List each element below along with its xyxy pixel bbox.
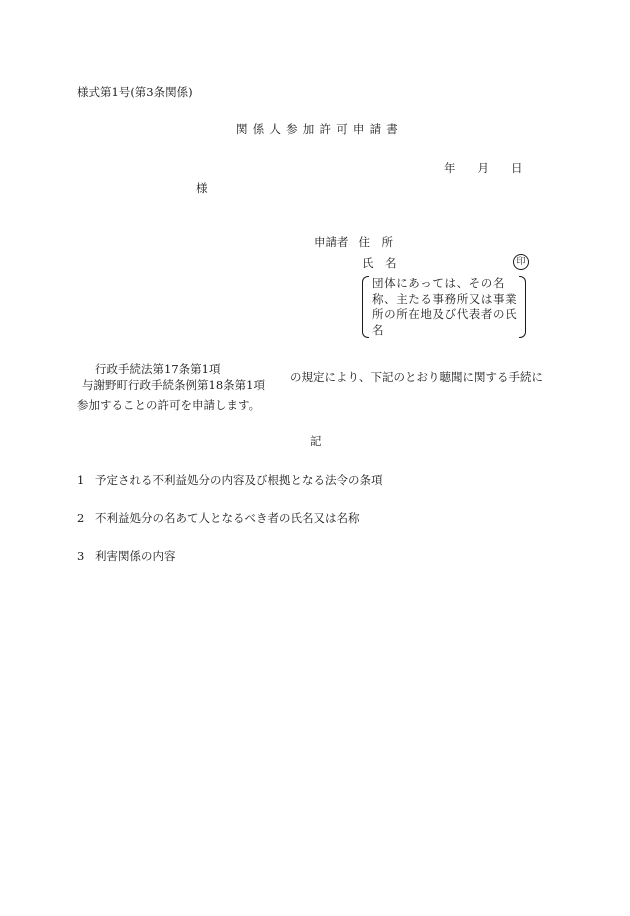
organization-note-text: 団体にあっては、その名称、主たる事務所又は事業所の所在地及び代表者の氏名 — [372, 276, 518, 337]
body-line-1: の規定により、下記のとおり聴聞に関する手続に — [290, 370, 543, 384]
document-title: 関係人参加許可申請書 — [236, 122, 403, 136]
seal-mark: 印 — [513, 254, 529, 270]
body-line-2: 参加することの許可を申請します。 — [77, 398, 261, 412]
item-number: 3 — [77, 549, 85, 563]
name-label: 氏 名 — [362, 256, 397, 270]
form-number: 様式第1号(第3条関係) — [77, 85, 193, 99]
applicant-label: 申請者 — [314, 235, 349, 249]
law-reference-2: 与謝野町行政手続条例第18条第1項 — [82, 378, 265, 392]
addressee-suffix: 様 — [196, 181, 208, 195]
left-bracket — [362, 276, 369, 338]
date-year: 年 — [444, 161, 456, 175]
applicant-address-row — [314, 234, 393, 250]
list-item — [77, 472, 383, 488]
law-reference-1: 行政手続法第17条第1項 — [95, 362, 221, 376]
list-item — [77, 510, 360, 526]
item-number: 2 — [77, 511, 85, 525]
address-label: 住 所 — [358, 235, 393, 249]
date-month: 月 — [477, 161, 489, 175]
item-number: 1 — [77, 473, 85, 487]
list-item — [77, 548, 176, 564]
ki-heading: 記 — [310, 434, 322, 448]
item-text: 予定される不利益処分の内容及び根拠となる法令の条項 — [95, 473, 383, 487]
right-bracket — [519, 276, 526, 338]
item-text: 利害関係の内容 — [95, 549, 176, 563]
item-text: 不利益処分の名あて人となるべき者の氏名又は名称 — [95, 511, 360, 525]
date-line — [444, 160, 523, 176]
organization-note — [362, 276, 526, 338]
date-day: 日 — [511, 161, 523, 175]
